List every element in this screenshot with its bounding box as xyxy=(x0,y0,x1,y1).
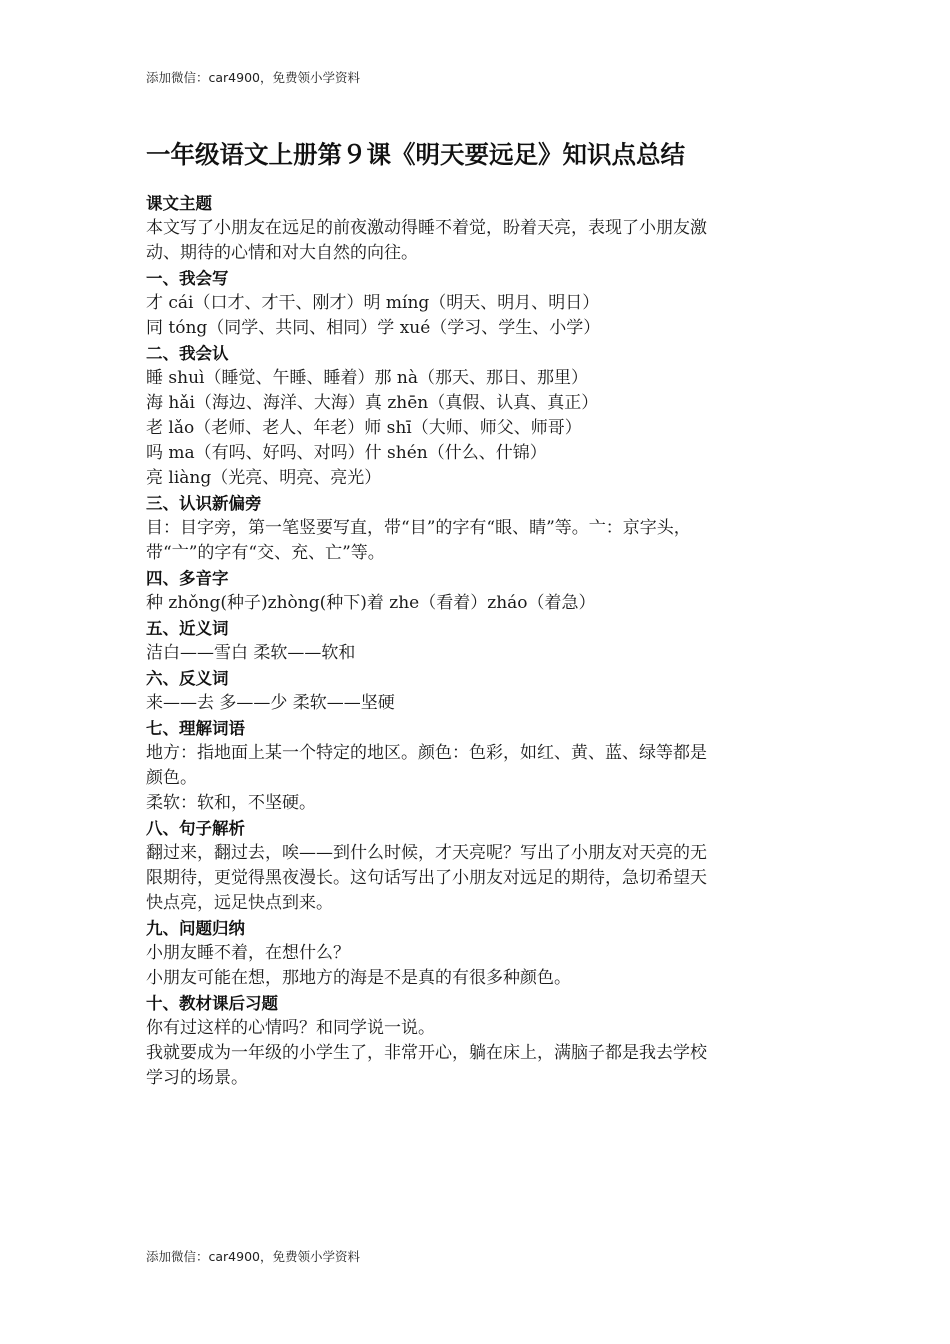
text-line: 柔软：软和，不坚硬。 xyxy=(146,793,316,813)
section-heading-theme: 课文主题 xyxy=(146,194,212,213)
text-line: 本文写了小朋友在远足的前夜激动得睡不着觉，盼着天亮，表现了小朋友激 xyxy=(146,218,707,238)
text-line: 才 cái（口才、才干、刚才）明 míng（明天、明月、明日） xyxy=(146,293,600,313)
text-line: 快点亮，远足快点到来。 xyxy=(146,893,333,913)
section-heading-exercises: 十、教材课后习题 xyxy=(146,994,278,1013)
text-line: 老 lǎo（老师、老人、年老）师 shī（大师、师父、师哥） xyxy=(146,418,582,438)
text-line: 洁白——雪白 柔软——软和 xyxy=(146,643,356,663)
page-footer-note: 添加微信：car4900，免费领小学资料 xyxy=(146,1249,360,1264)
section-heading-write: 一、我会写 xyxy=(146,269,229,288)
text-line: 我就要成为一年级的小学生了，非常开心，躺在床上，满脑子都是我去学校 xyxy=(146,1043,707,1063)
text-line: 带“亠”的字有“交、充、亡”等。 xyxy=(146,543,385,563)
text-line: 目：目字旁，第一笔竖要写直，带“目”的字有“眼、睛”等。亠：京字头， xyxy=(146,518,691,538)
text-line: 种 zhǒng(种子)zhòng(种下)着 zhe（看着）zháo（着急） xyxy=(146,593,596,613)
text-line: 小朋友可能在想，那地方的海是不是真的有很多种颜色。 xyxy=(146,968,571,988)
text-line: 限期待，更觉得黑夜漫长。这句话写出了小朋友对远足的期待，急切希望天 xyxy=(146,868,707,888)
text-line: 吗 ma（有吗、好吗、对吗）什 shén（什么、什锦） xyxy=(146,443,547,463)
section-heading-recognize: 二、我会认 xyxy=(146,344,229,363)
section-heading-radicals: 三、认识新偏旁 xyxy=(146,494,262,513)
text-line: 来——去 多——少 柔软——坚硬 xyxy=(146,693,395,713)
document-body xyxy=(146,191,822,1091)
text-line: 小朋友睡不着，在想什么？ xyxy=(146,943,350,963)
text-line: 翻过来，翻过去，唉——到什么时候，才天亮呢？写出了小朋友对天亮的无 xyxy=(146,843,707,863)
text-line: 睡 shuì（睡觉、午睡、睡着）那 nà（那天、那日、那里） xyxy=(146,368,588,388)
section-heading-sentence-analysis: 八、句子解析 xyxy=(146,819,245,838)
text-line: 地方：指地面上某一个特定的地区。颜色：色彩，如红、黄、蓝、绿等都是 xyxy=(146,743,707,763)
section-heading-synonyms: 五、近义词 xyxy=(146,619,229,638)
text-line: 动、期待的心情和对大自然的向往。 xyxy=(146,243,418,263)
document-title: 一年级语文上册第９课《明天要远足》知识点总结 xyxy=(146,140,685,169)
text-line: 同 tóng（同学、共同、相同）学 xué（学习、学生、小学） xyxy=(146,318,601,338)
section-heading-vocabulary: 七、理解词语 xyxy=(146,719,245,738)
text-line: 亮 liàng（光亮、明亮、亮光） xyxy=(146,468,382,488)
text-line: 学习的场景。 xyxy=(146,1068,248,1088)
page-header-note: 添加微信：car4900，免费领小学资料 xyxy=(146,70,360,85)
text-line: 海 hǎi（海边、海洋、大海）真 zhēn（真假、认真、真正） xyxy=(146,393,599,413)
text-line: 颜色。 xyxy=(146,768,197,788)
section-heading-antonyms: 六、反义词 xyxy=(146,669,229,688)
section-heading-polyphones: 四、多音字 xyxy=(146,569,229,588)
section-heading-questions: 九、问题归纳 xyxy=(146,919,245,938)
text-line: 你有过这样的心情吗？和同学说一说。 xyxy=(146,1018,435,1038)
